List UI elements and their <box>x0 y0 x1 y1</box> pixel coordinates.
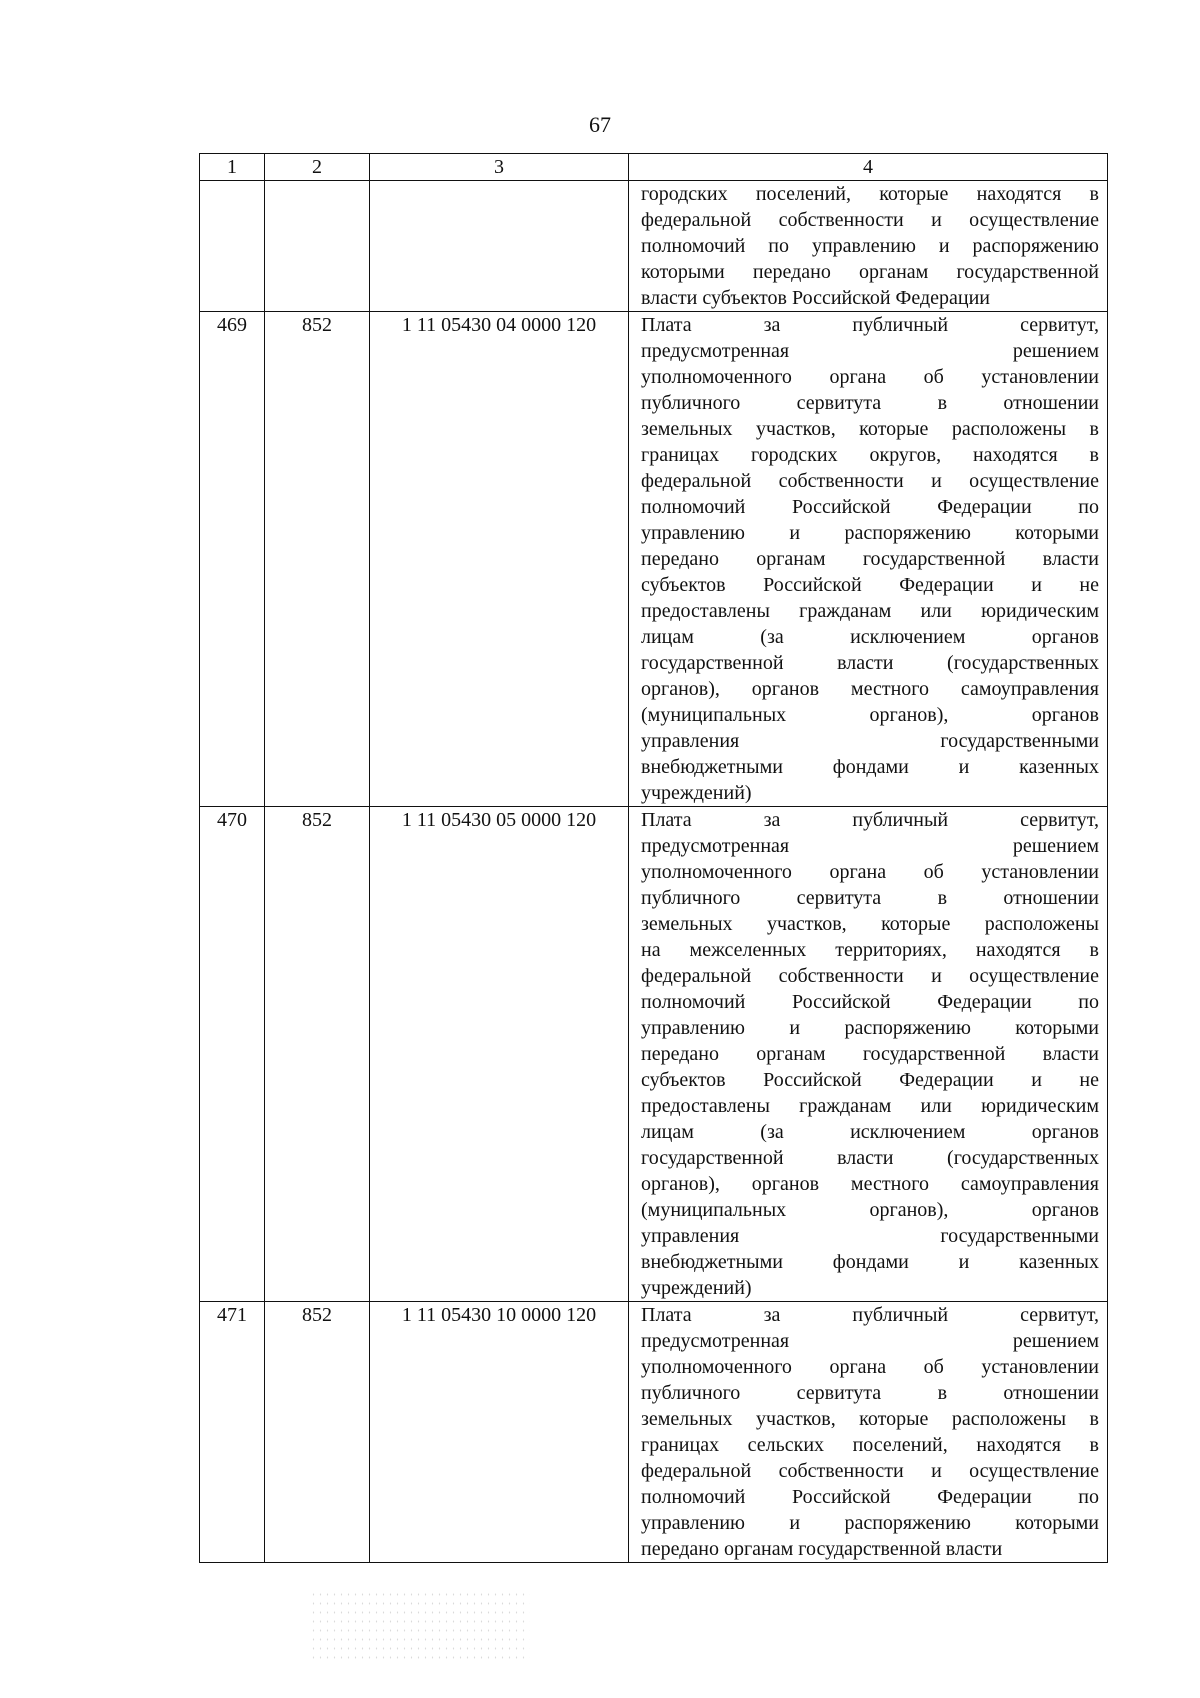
description-line: Плата за публичный сервитут, <box>641 314 1099 336</box>
description-line: полномочий Российской Федерации по <box>641 991 1099 1013</box>
row-number-cell: 469 <box>200 312 265 807</box>
description-line: лицам (за исключением органов <box>641 1121 1099 1143</box>
description-line: которыми передано органам государственной <box>641 261 1099 283</box>
description-line: предоставлены гражданам или юридическим <box>641 600 1099 622</box>
description-line: федеральной собственности и осуществление <box>641 1460 1099 1482</box>
table-header-row <box>200 154 1108 181</box>
description-line: уполномоченного органа об установлении <box>641 1356 1099 1378</box>
description-line: уполномоченного органа об установлении <box>641 861 1099 883</box>
header-col-4: 4 <box>629 154 1108 181</box>
budget-code-cell: 1 11 05430 10 0000 120 <box>370 1302 629 1563</box>
description-line: границах сельских поселений, находятся в <box>641 1434 1099 1456</box>
description-line: полномочий Российской Федерации по <box>641 1486 1099 1508</box>
description-line: передано органам государственной власти <box>641 548 1099 570</box>
header-col-2: 2 <box>265 154 370 181</box>
description-line: федеральной собственности и осуществление <box>641 470 1099 492</box>
description-line: субъектов Российской Федерации и не <box>641 574 1099 596</box>
description-line: земельных участков, которые расположены <box>641 913 1099 935</box>
budget-code-cell: 1 11 05430 05 0000 120 <box>370 807 629 1302</box>
description-line: публичного сервитута в отношении <box>641 1382 1099 1404</box>
header-col-3: 3 <box>370 154 629 181</box>
description-line: государственной власти (государственных <box>641 1147 1099 1169</box>
description-line: предусмотренная решением <box>641 1330 1099 1352</box>
description-line: границах городских округов, находятся в <box>641 444 1099 466</box>
description-line: управления государственными <box>641 1225 1099 1247</box>
description-line: федеральной собственности и осуществление <box>641 209 1099 231</box>
description-line: (муниципальных органов), органов <box>641 1199 1099 1221</box>
description-line: земельных участков, которые расположены в <box>641 418 1099 440</box>
description-line: субъектов Российской Федерации и не <box>641 1069 1099 1091</box>
description-line: федеральной собственности и осуществление <box>641 965 1099 987</box>
description-cell <box>629 807 1108 1302</box>
scan-artifact <box>310 1590 530 1660</box>
admin-code-cell: 852 <box>265 1302 370 1563</box>
description-line: управлению и распоряжению которыми <box>641 1017 1099 1039</box>
description-line: полномочий Российской Федерации по <box>641 496 1099 518</box>
description-line: городских поселений, которые находятся в <box>641 183 1099 205</box>
description-line: Плата за публичный сервитут, <box>641 809 1099 831</box>
description-line: внебюджетными фондами и казенных <box>641 756 1099 778</box>
description-line: управлению и распоряжению которыми <box>641 1512 1099 1534</box>
table-row <box>200 1302 1108 1563</box>
description-line: (муниципальных органов), органов <box>641 704 1099 726</box>
description-line: передано органам государственной власти <box>641 1538 1003 1560</box>
description-line: лицам (за исключением органов <box>641 626 1099 648</box>
row-number-cell: 470 <box>200 807 265 1302</box>
description-line: власти субъектов Российской Федерации <box>641 287 990 309</box>
description-line: уполномоченного органа об установлении <box>641 366 1099 388</box>
description-line: управления государственными <box>641 730 1099 752</box>
description-line: органов), органов местного самоуправления <box>641 678 1099 700</box>
row-number-cell: 471 <box>200 1302 265 1563</box>
description-line: публичного сервитута в отношении <box>641 887 1099 909</box>
description-line: земельных участков, которые расположены в <box>641 1408 1099 1430</box>
description-line: передано органам государственной власти <box>641 1043 1099 1065</box>
description-line: предусмотренная решением <box>641 835 1099 857</box>
description-line: управлению и распоряжению которыми <box>641 522 1099 544</box>
description-line: внебюджетными фондами и казенных <box>641 1251 1099 1273</box>
description-line: публичного сервитута в отношении <box>641 392 1099 414</box>
description-line: Плата за публичный сервитут, <box>641 1304 1099 1326</box>
budget-codes-table <box>199 153 1108 1563</box>
description-cell <box>629 1302 1108 1563</box>
description-line: учреждений) <box>641 782 752 804</box>
description-cell <box>629 312 1108 807</box>
table-row <box>200 312 1108 807</box>
description-line: полномочий по управлению и распоряжению <box>641 235 1099 257</box>
budget-code-cell: 1 11 05430 04 0000 120 <box>370 312 629 807</box>
table-body <box>200 181 1108 1563</box>
admin-code-cell: 852 <box>265 312 370 807</box>
row-number-cell <box>200 181 265 312</box>
header-col-1: 1 <box>200 154 265 181</box>
description-line: органов), органов местного самоуправления <box>641 1173 1099 1195</box>
description-cell <box>629 181 1108 312</box>
description-line: учреждений) <box>641 1277 752 1299</box>
description-line: предусмотренная решением <box>641 340 1099 362</box>
admin-code-cell: 852 <box>265 807 370 1302</box>
description-line: предоставлены гражданам или юридическим <box>641 1095 1099 1117</box>
admin-code-cell <box>265 181 370 312</box>
table-row <box>200 181 1108 312</box>
page-number: 67 <box>589 112 611 137</box>
table-row <box>200 807 1108 1302</box>
description-line: государственной власти (государственных <box>641 652 1099 674</box>
budget-code-cell <box>370 181 629 312</box>
description-line: на межселенных территориях, находятся в <box>641 939 1099 961</box>
